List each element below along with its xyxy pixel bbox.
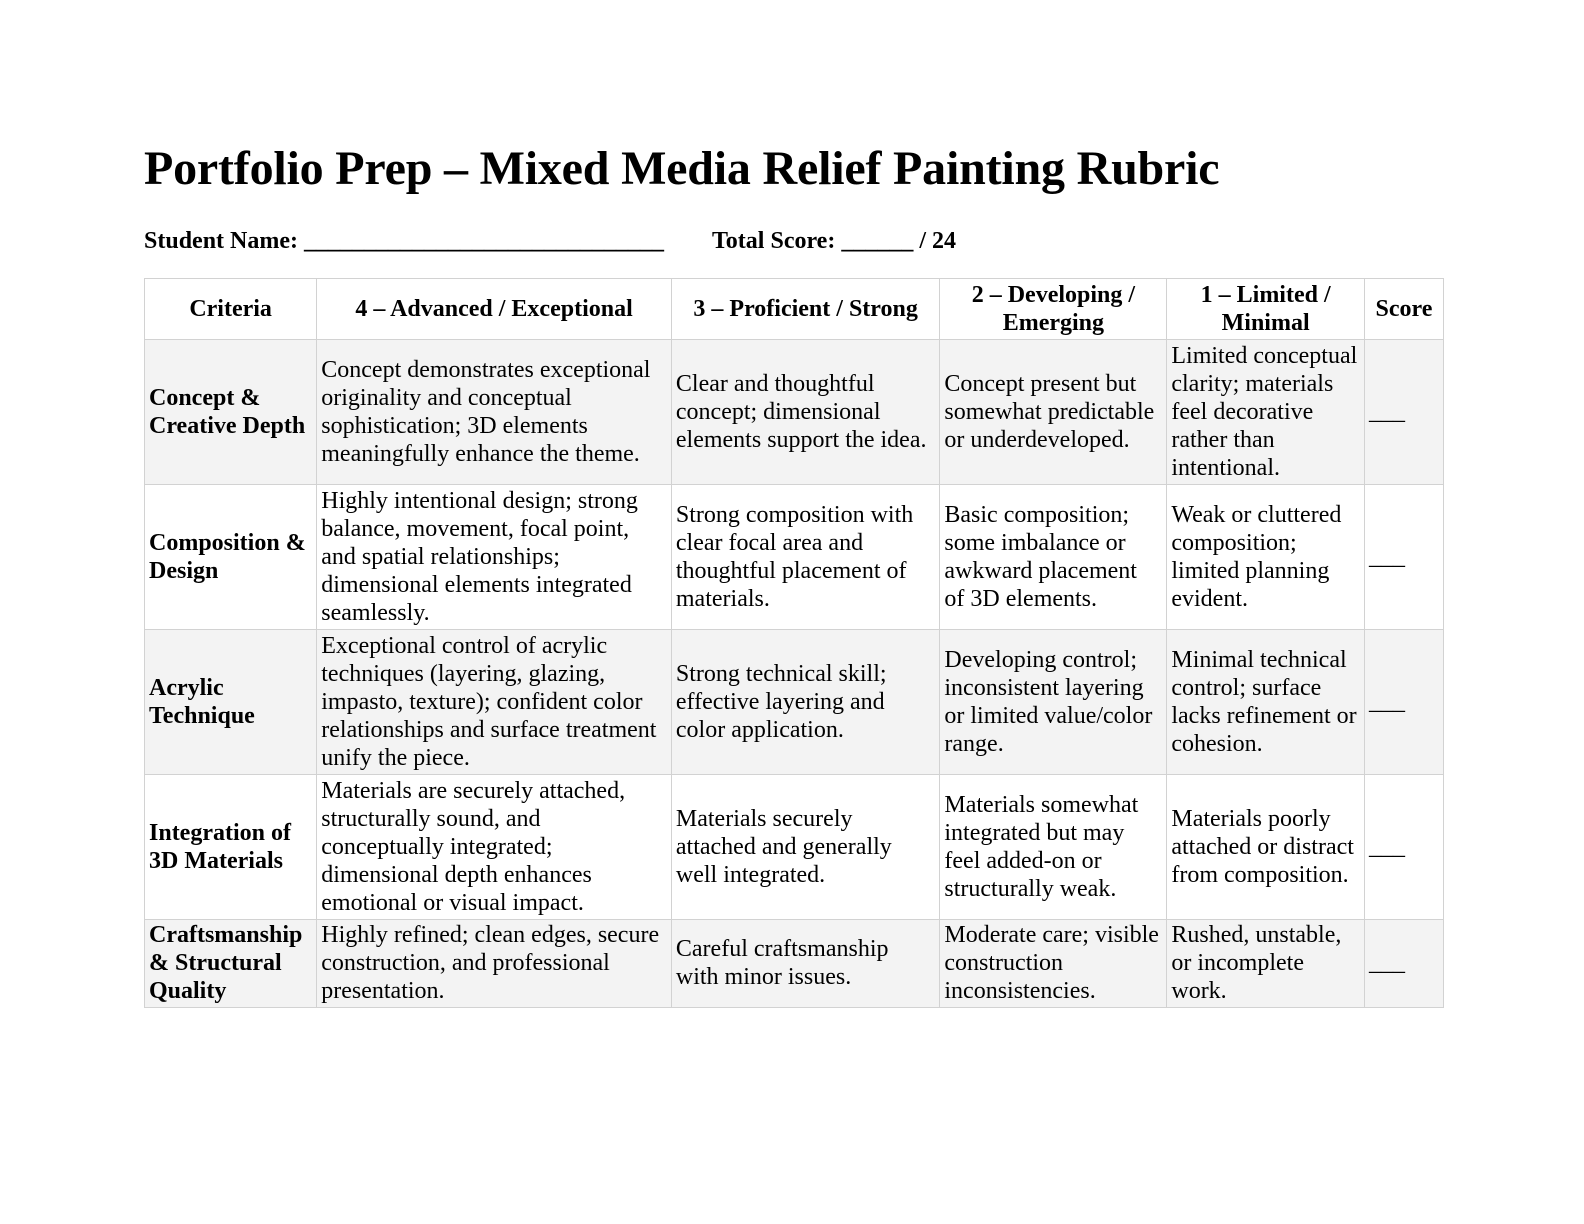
score-cell: ___ [1364,774,1443,919]
advanced-cell: Highly intentional design; strong balance, movement, focal point, and spatial relationships; dimensional elements integrated seamlessly. [317,484,672,629]
rubric-table [144,278,1444,1008]
developing-cell: Materials somewhat integrated but may feel added-on or structurally weak. [940,774,1167,919]
student-meta-line [144,228,1444,254]
proficient-cell: Strong composition with clear focal area and thoughtful placement of materials. [671,484,940,629]
limited-cell: Rushed, unstable, or incomplete work. [1167,919,1365,1007]
advanced-cell: Concept demonstrates exceptional originality and conceptual sophistication; 3D elements meaningfully enhance the theme. [317,339,672,484]
proficient-cell: Careful craftsmanship with minor issues. [671,919,940,1007]
table-row [145,774,1444,919]
score-cell: ___ [1364,919,1443,1007]
page-title: Portfolio Prep – Mixed Media Relief Painting Rubric [144,142,1220,195]
table-header-row [145,278,1444,339]
score-cell: ___ [1364,629,1443,774]
proficient-cell: Materials securely attached and generally well integrated. [671,774,940,919]
developing-cell: Basic composition; some imbalance or awkward placement of 3D elements. [940,484,1167,629]
limited-cell: Minimal technical control; surface lacks refinement or cohesion. [1167,629,1365,774]
header-criteria: Criteria [145,278,317,339]
header-limited: 1 – Limited / Minimal [1167,278,1365,339]
header-advanced: 4 – Advanced / Exceptional [317,278,672,339]
rubric-page [144,140,1444,1008]
student-name-field: Student Name: ______________________________ [144,227,664,254]
header-score: Score [1364,278,1443,339]
criteria-cell: Acrylic Technique [145,629,317,774]
total-score-field: Total Score: ______ / 24 [712,227,956,254]
limited-cell: Materials poorly attached or distract from composition. [1167,774,1365,919]
criteria-cell: Integration of 3D Materials [145,774,317,919]
table-row [145,484,1444,629]
criteria-cell: Craftsmanship & Structural Quality [145,919,317,1007]
header-proficient: 3 – Proficient / Strong [671,278,940,339]
limited-cell: Limited conceptual clarity; materials feel decorative rather than intentional. [1167,339,1365,484]
developing-cell: Concept present but somewhat predictable or underdeveloped. [940,339,1167,484]
advanced-cell: Exceptional control of acrylic techniques (layering, glazing, impasto, texture); confident color relationships and surface treatment unify the piece. [317,629,672,774]
proficient-cell: Clear and thoughtful concept; dimensional elements support the idea. [671,339,940,484]
proficient-cell: Strong technical skill; effective layering and color application. [671,629,940,774]
criteria-cell: Concept & Creative Depth [145,339,317,484]
score-cell: ___ [1364,484,1443,629]
table-row [145,629,1444,774]
score-cell: ___ [1364,339,1443,484]
table-row [145,339,1444,484]
developing-cell: Moderate care; visible construction inconsistencies. [940,919,1167,1007]
table-row [145,919,1444,1007]
advanced-cell: Materials are securely attached, structurally sound, and conceptually integrated; dimensional depth enhances emotional or visual impact. [317,774,672,919]
limited-cell: Weak or cluttered composition; limited planning evident. [1167,484,1365,629]
developing-cell: Developing control; inconsistent layering or limited value/color range. [940,629,1167,774]
advanced-cell: Highly refined; clean edges, secure construction, and professional presentation. [317,919,672,1007]
criteria-cell: Composition & Design [145,484,317,629]
header-developing: 2 – Developing / Emerging [940,278,1167,339]
